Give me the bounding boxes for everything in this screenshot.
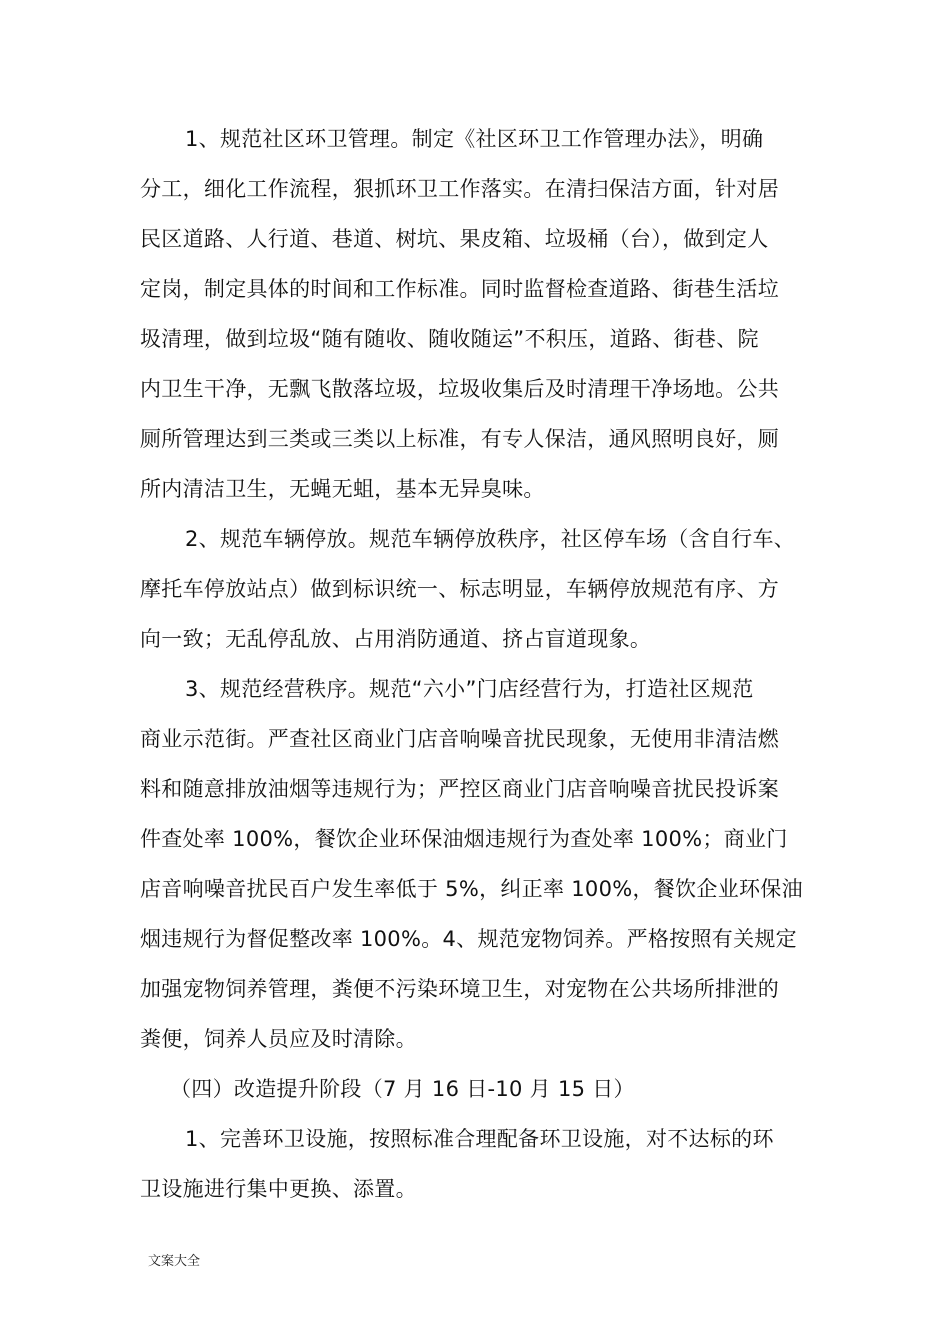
paragraph-3-line-8: 粪便，饲养人员应及时清除。: [140, 1027, 417, 1051]
page-footer-label: 文案大全: [148, 1254, 201, 1269]
section-heading: （四）改造提升阶段（7 月 16 日-10 月 15 日）: [170, 1077, 635, 1101]
paragraph-3-line-4: 件查处率 100%，餐饮企业环保油烟违规行为查处率 100%；商业门: [140, 827, 788, 851]
paragraph-1-line-6: 内卫生干净，无飘飞散落垃圾，垃圾收集后及时清理干净场地。公共: [140, 377, 779, 401]
paragraph-3-line-1: 3、规范经营秩序。规范“六小”门店经营行为，打造社区规范: [185, 677, 754, 701]
paragraph-3-line-7: 加强宠物饲养管理，粪便不污染环境卫生，对宠物在公共场所排泄的: [140, 977, 779, 1001]
paragraph-4-line-2: 卫设施进行集中更换、添置。: [140, 1177, 417, 1201]
paragraph-1-line-4: 定岗，制定具体的时间和工作标准。同时监督检查道路、街巷生活垃: [140, 277, 779, 301]
paragraph-1-line-3: 民区道路、人行道、巷道、树坑、果皮箱、垃圾桶（台），做到定人: [140, 227, 769, 251]
paragraph-4-line-1: 1、完善环卫设施，按照标准合理配备环卫设施，对不达标的环: [185, 1127, 774, 1151]
paragraph-1-line-5: 圾清理，做到垃圾“随有随收、随收随运”不积压，道路、街巷、院: [140, 327, 759, 351]
paragraph-2-line-2: 摩托车停放站点）做到标识统一、标志明显，车辆停放规范有序、方: [140, 577, 779, 601]
paragraph-3-line-5: 店音响噪音扰民百户发生率低于 5%，纠正率 100%，餐饮企业环保油: [140, 877, 803, 901]
paragraph-3-line-3: 料和随意排放油烟等违规行为；严控区商业门店音响噪音扰民投诉案: [140, 777, 779, 801]
paragraph-3-line-2: 商业示范街。严查社区商业门店音响噪音扰民现象，无使用非清洁燃: [140, 727, 779, 751]
paragraph-3-line-6: 烟违规行为督促整改率 100%。4、规范宠物饲养。严格按照有关规定: [140, 927, 797, 951]
paragraph-1-line-8: 所内清洁卫生，无蝇无蛆，基本无异臭味。: [140, 477, 545, 501]
paragraph-1-line-2: 分工，细化工作流程，狠抓环卫工作落实。在清扫保洁方面，针对居: [140, 177, 779, 201]
paragraph-1-line-1: 1、规范社区环卫管理。制定《社区环卫工作管理办法》，明确: [185, 127, 764, 151]
paragraph-2-line-1: 2、规范车辆停放。规范车辆停放秩序，社区停车场（含自行车、: [185, 527, 796, 551]
paragraph-2-line-3: 向一致；无乱停乱放、占用消防通道、挤占盲道现象。: [140, 627, 652, 651]
paragraph-1-line-7: 厕所管理达到三类或三类以上标准，有专人保洁，通风照明良好，厕: [140, 427, 779, 451]
